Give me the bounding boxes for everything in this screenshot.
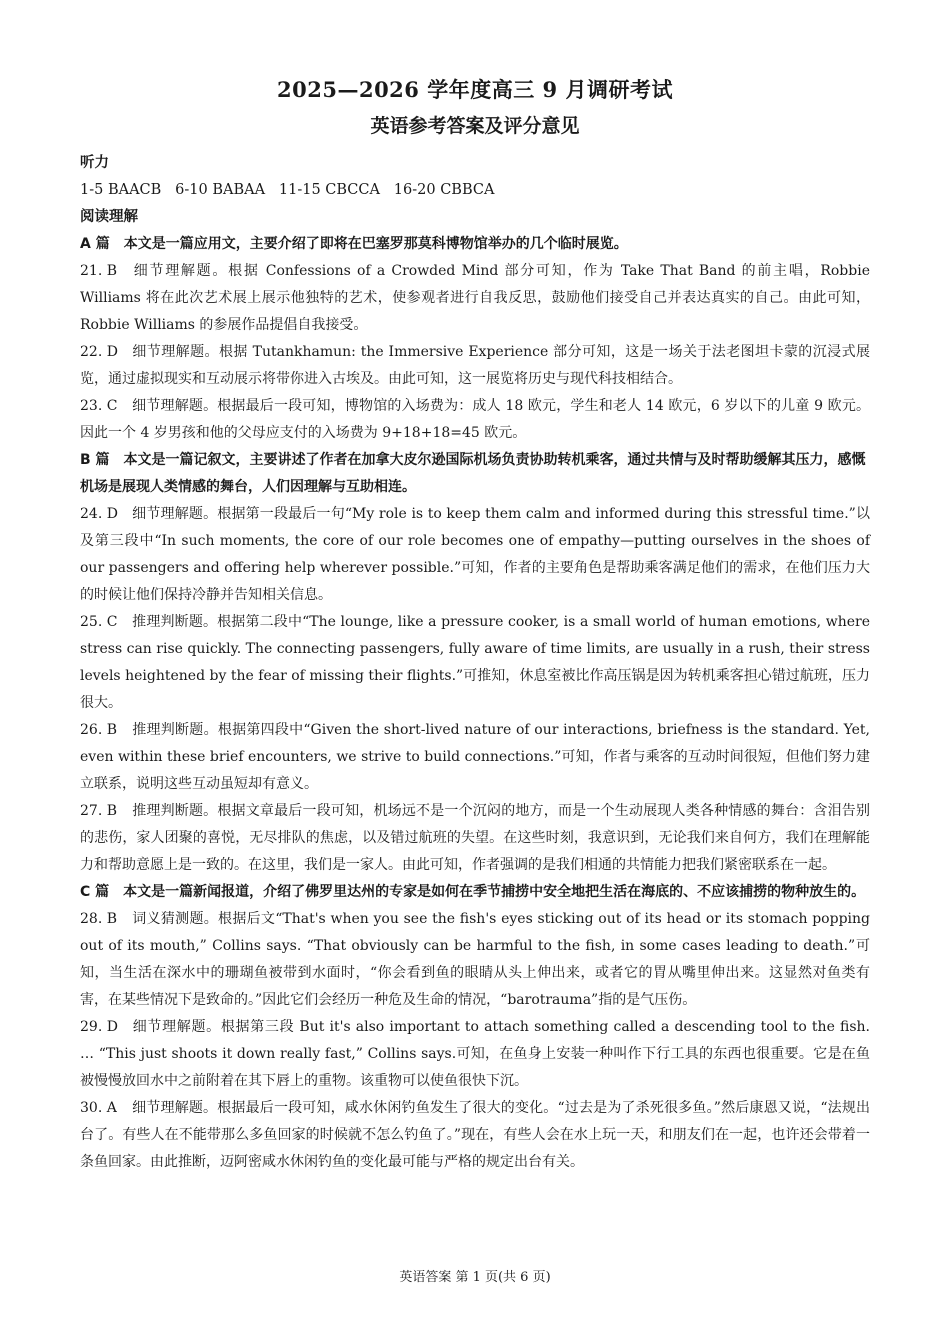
document-subtitle: 英语参考答案及评分意见 (370, 115, 580, 137)
item-explanation: 细节理解题。根据第一段最后一句“My role is to keep them calm and informed during this stressful time.”以及第三段中“In such moments, the core of our role becomes one of empathy—putting ourselves in the shoes of our passengers and offering help wherever possible.”可知，作者的主要角色是帮助乘客满足他们的需求，在他们压力大的时候让他们保持冷静并告知相关信息。 (80, 506, 870, 603)
listening-answers: 1-5 BAACB 6-10 BABAA 11-15 CBCCA 16-20 CBBCA (80, 182, 495, 198)
answer-item-22 (80, 339, 870, 393)
exam-title: 2025—2026 学年度高三 9 月调研考试 (277, 77, 673, 102)
item-explanation: 细节理解题。根据第三段 But it's also important to attach something called a descending tool to the fish. … “This just shoots it down really fast,” Collins says.可知，在鱼身上安装一种叫作下行工具的东西也很重要。它是在鱼被慢慢放回水中之前附着在其下唇上的重物。该重物可以使鱼很快下沉。 (80, 1019, 870, 1089)
item-number: 27. B (80, 803, 118, 819)
answer-item-26 (80, 717, 870, 798)
item-explanation: 细节理解题。根据 Confessions of a Crowded Mind 部分可知，作为 Take That Band 的前主唱，Robbie Williams 将在此次艺术展上展示他独特的艺术，使参观者进行自我反思，鼓励他们接受自己并表达真实的自己。由此可知，Robbie Williams 的参展作品提倡自我接受。 (80, 263, 870, 333)
answer-item-30 (80, 1095, 870, 1176)
item-explanation: 推理判断题。根据第二段中“The lounge, like a pressure cooker, is a small world of human emotions, where stress can rise quickly. The connecting passengers, fully aware of time limits, are usually in a rush, their stress levels heightened by the fear of missing their flights.”可推知，休息室被比作高压锅是因为转机乘客担心错过航班，压力很大。 (80, 614, 870, 711)
page-footer: 英语答案 第 1 页(共 6 页) (399, 1270, 551, 1285)
item-explanation: 词义猜测题。根据后文“That's when you see the fish's eyes sticking out of its head or its stomach popping out of its mouth,” Collins says. “That obviously can be harmful to the fish, in some cases leading to death.”可知，当生活在深水中的珊瑚鱼被带到水面时，“你会看到鱼的眼睛从头上伸出来，或者它的胃从嘴里伸出来。这显然对鱼类有害，在某些情况下是致命的。”因此它们会经历一种危及生命的情况，“barotrauma”指的是气压伤。 (80, 911, 870, 1008)
answer-item-23 (80, 393, 870, 447)
item-explanation: 推理判断题。根据文章最后一段可知，机场远不是一个沉闷的地方，而是一个生动展现人类各种情感的舞台：含泪告别的悲伤，家人团聚的喜悦，无尽排队的焦虑，以及错过航班的失望。在这些时刻，我意识到，无论我们来自何方，我们在理解能力和帮助意愿上是一致的。在这里，我们是一家人。由此可知，作者强调的是我们相通的共情能力把我们紧密联系在一起。 (80, 803, 870, 873)
passage-b-summary: B 篇 本文是一篇记叙文，主要讲述了作者在加拿大皮尔逊国际机场负责协助转机乘客，通过共情与及时帮助缓解其压力，感慨机场是展现人类情感的舞台，人们因理解与互助相连。 (80, 452, 866, 495)
reading-heading: 阅读理解 (80, 209, 138, 225)
item-number: 28. B (80, 911, 118, 927)
passage-c-summary: C 篇 本文是一篇新闻报道，介绍了佛罗里达州的专家是如何在季节捕捞中安全地把生活在海底的、不应该捕捞的物种放生的。 (80, 884, 866, 900)
item-explanation: 推理判断题。根据第四段中“Given the short-lived nature of our interactions, briefness is the standard. Yet, even within these brief encounters, we strive to build connections.”可知，作者与乘客的互动时间很短，但他们努力建立联系，说明这些互动虽短却有意义。 (80, 722, 870, 792)
answer-item-21 (80, 258, 870, 339)
item-number: 25. C (80, 614, 118, 630)
item-explanation: 细节理解题。根据 Tutankhamun: the Immersive Experience 部分可知，这是一场关于法老图坦卡蒙的沉浸式展览，通过虚拟现实和互动展示将带你进入古埃及。由此可知，这一展览将历史与现代科技相结合。 (80, 344, 870, 387)
item-number: 24. D (80, 506, 118, 522)
answer-item-25 (80, 609, 870, 717)
item-number: 26. B (80, 722, 118, 738)
item-number: 22. D (80, 344, 118, 360)
passage-a-summary: A 篇 本文是一篇应用文，主要介绍了即将在巴塞罗那莫科博物馆举办的几个临时展览。 (80, 236, 628, 252)
item-number: 21. B (80, 263, 118, 279)
answer-item-24 (80, 501, 870, 609)
answer-item-27 (80, 798, 870, 879)
item-number: 29. D (80, 1019, 118, 1035)
item-number: 30. A (80, 1100, 117, 1116)
item-number: 23. C (80, 398, 118, 414)
answer-item-28 (80, 906, 870, 1014)
answer-item-29 (80, 1014, 870, 1095)
item-explanation: 细节理解题。根据最后一段可知，博物馆的入场费为：成人 18 欧元，学生和老人 14 欧元，6 岁以下的儿童 9 欧元。因此一个 4 岁男孩和他的父母应支付的入场费为 9+18+18=45 欧元。 (80, 398, 870, 441)
listening-heading: 听力 (80, 155, 109, 171)
item-explanation: 细节理解题。根据最后一段可知，咸水休闲钓鱼发生了很大的变化。“过去是为了杀死很多鱼。”然后康恩又说，“法规出台了。有些人在不能带那么多鱼回家的时候就不怎么钓鱼了。”现在，有些人会在水上玩一天，和朋友们在一起，也许还会带着一条鱼回家。由此推断，迈阿密咸水休闲钓鱼的变化最可能与严格的规定出台有关。 (80, 1100, 870, 1170)
